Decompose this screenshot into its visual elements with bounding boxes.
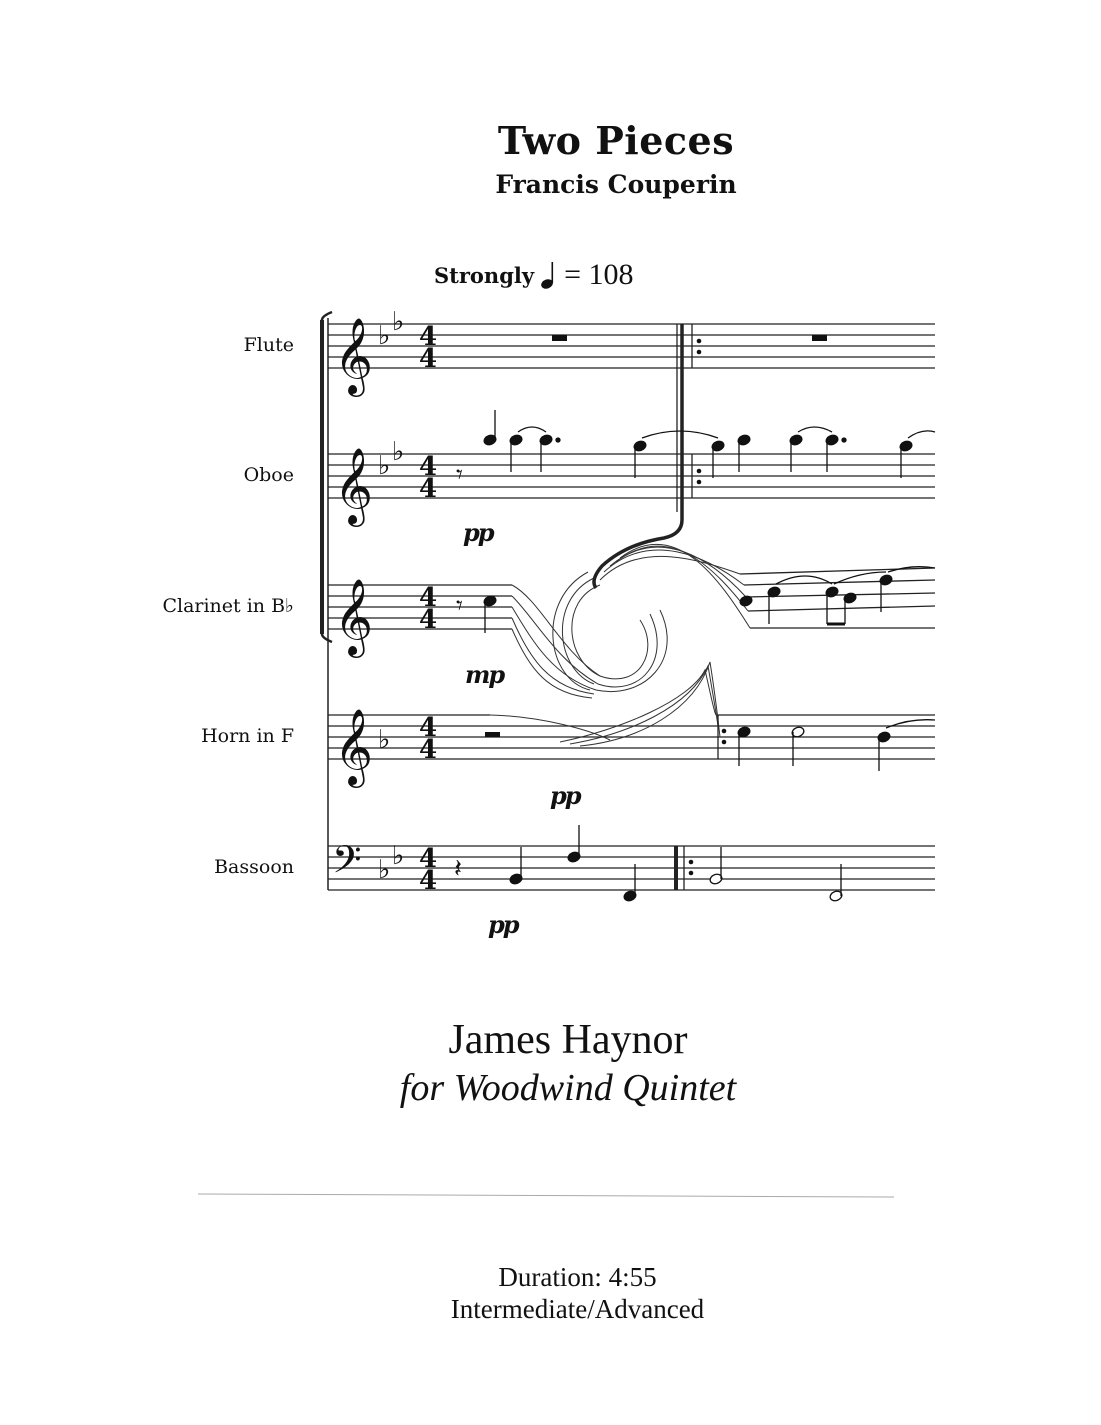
svg-text:♭: ♭ — [392, 437, 405, 467]
bass-clef-icon: 𝄢 — [332, 837, 362, 891]
difficulty-level: Intermediate/Advanced — [450, 1294, 705, 1324]
tempo-word: Strongly — [434, 262, 535, 288]
svg-text:4: 4 — [419, 866, 438, 896]
svg-text:4: 4 — [419, 605, 438, 635]
svg-text:𝄾: 𝄾 — [456, 460, 463, 490]
instrument-label-bassoon: Bassoon — [214, 856, 294, 878]
instrument-label-oboe: Oboe — [243, 464, 294, 486]
ensemble-description: for Woodwind Quintet — [399, 1067, 737, 1109]
svg-text:4: 4 — [419, 713, 438, 743]
svg-text:𝄾: 𝄾 — [456, 591, 463, 621]
dynamic-bassoon: pp — [488, 910, 518, 939]
piece-title: Two Pieces — [497, 118, 735, 163]
svg-text:𝄽: 𝄽 — [454, 854, 462, 884]
svg-text:♭: ♭ — [378, 321, 391, 351]
instrument-label-horn: Horn in F — [201, 725, 294, 747]
arranger-name: James Haynor — [448, 1017, 688, 1063]
svg-text:♭: ♭ — [378, 725, 391, 755]
svg-text:♭: ♭ — [392, 307, 405, 337]
svg-text:4: 4 — [419, 844, 438, 874]
tempo-value: = 108 — [564, 258, 634, 291]
dynamic-oboe: pp — [463, 518, 493, 547]
svg-text:♭: ♭ — [378, 855, 391, 885]
svg-text:4: 4 — [419, 322, 438, 352]
source-composer: Francis Couperin — [495, 170, 737, 199]
svg-text:♭: ♭ — [392, 841, 405, 871]
treble-clef-icon: 𝄞 — [334, 578, 374, 655]
instrument-label-flute: Flute — [243, 334, 294, 356]
svg-text:4: 4 — [419, 583, 438, 613]
dynamic-clarinet: mp — [465, 660, 504, 689]
svg-text:4: 4 — [419, 474, 438, 504]
svg-text:♭: ♭ — [378, 451, 391, 481]
treble-clef-icon: 𝄞 — [334, 317, 374, 394]
svg-text:4: 4 — [419, 735, 438, 765]
swirl-distortion — [490, 544, 750, 746]
dynamic-horn: pp — [550, 781, 580, 810]
svg-text:4: 4 — [419, 452, 438, 482]
treble-clef-icon: 𝄞 — [334, 447, 374, 524]
treble-clef-icon: 𝄞 — [334, 708, 374, 785]
divider-rule — [198, 1193, 894, 1197]
duration-text: Duration: 4:55 — [498, 1262, 657, 1292]
instrument-label-clarinet: Clarinet in B♭ — [162, 595, 294, 617]
svg-text:4: 4 — [419, 344, 438, 374]
